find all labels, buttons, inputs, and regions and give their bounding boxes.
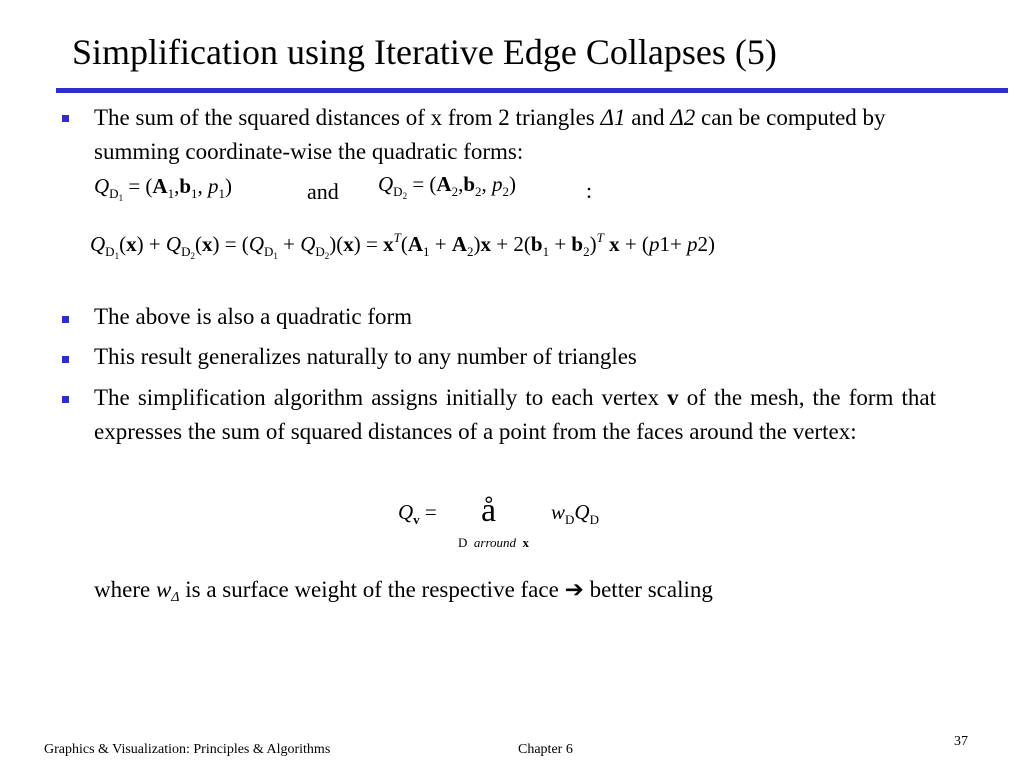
bullet-1-and: and — [625, 105, 671, 130]
right-arrow-icon: ➔ — [564, 577, 584, 602]
colon: : — [586, 178, 593, 203]
bullet-4-post: of the mesh, the form that expresses the sum of squared distances of a point from the faces around the vertex: — [94, 385, 936, 444]
bullet-4-text — [94, 381, 936, 449]
bullet-marker — [62, 356, 69, 363]
quadratic-form-1: $Q_{D_1} = (A_1,b_1$, $p_1$) — [94, 174, 233, 203]
bullet-2-text: The above is also a quadratic form — [94, 304, 413, 329]
footer-left: Graphics & Visualization: Principles & Algorithms — [44, 742, 331, 757]
delta-2: Δ2 — [670, 105, 696, 130]
bullet-marker — [62, 115, 69, 122]
page-number: 37 — [954, 734, 968, 749]
footer-chapter: Chapter 6 — [518, 742, 573, 757]
sum-sub-around: arround — [473, 535, 517, 550]
where-line — [94, 573, 936, 615]
bullet-1-pre: The sum of the squared distances of x from 2 triangles — [94, 105, 601, 130]
where-post: is a surface weight of the respective face — [179, 577, 565, 602]
vertex-quadric-lhs: $Q_v$ = — [398, 500, 437, 527]
bullet-1-text — [94, 101, 936, 169]
bullet-marker — [62, 316, 69, 323]
bullet-1-post: can be computed by summing coordinate-wise the quadratic forms: — [94, 105, 886, 164]
bullet-marker — [62, 396, 69, 403]
sum-subscript — [458, 535, 529, 551]
sum-sub-x: x — [522, 535, 530, 550]
and-word: and — [307, 179, 339, 204]
weight-subscript: Δ — [171, 590, 180, 605]
where-tail: better scaling — [583, 577, 713, 602]
where-pre: where — [94, 577, 156, 602]
bullet-4-pre: The simplification algorithm assigns initially to each vertex — [94, 385, 668, 410]
title-underline — [56, 88, 1008, 93]
quadratic-form-2: $Q_{D_2} = (A_2,b_2$, $p_2$) — [378, 172, 517, 201]
vertex-v: v — [667, 385, 679, 410]
bullet-3-text: This result generalizes naturally to any number of triangles — [94, 344, 637, 369]
sigma-symbol: å — [481, 492, 497, 529]
sum-sub-delta: D — [458, 535, 468, 550]
sum-equation: $Q_{D_1}(x) + Q_{D_2}(x) = (Q_{D_1} + Q_{D_2})(x) = x^T(A_1 + A_2)x + 2(b_1 + b_2)^T$ x + (p1+ p2) — [90, 230, 716, 261]
slide-title: Simplification using Iterative Edge Collapses (5) — [72, 32, 777, 72]
delta-1: Δ1 — [600, 105, 626, 130]
weight-w: w — [155, 577, 172, 602]
vertex-quadric-rhs: $w_DQ_D$ — [551, 500, 599, 527]
